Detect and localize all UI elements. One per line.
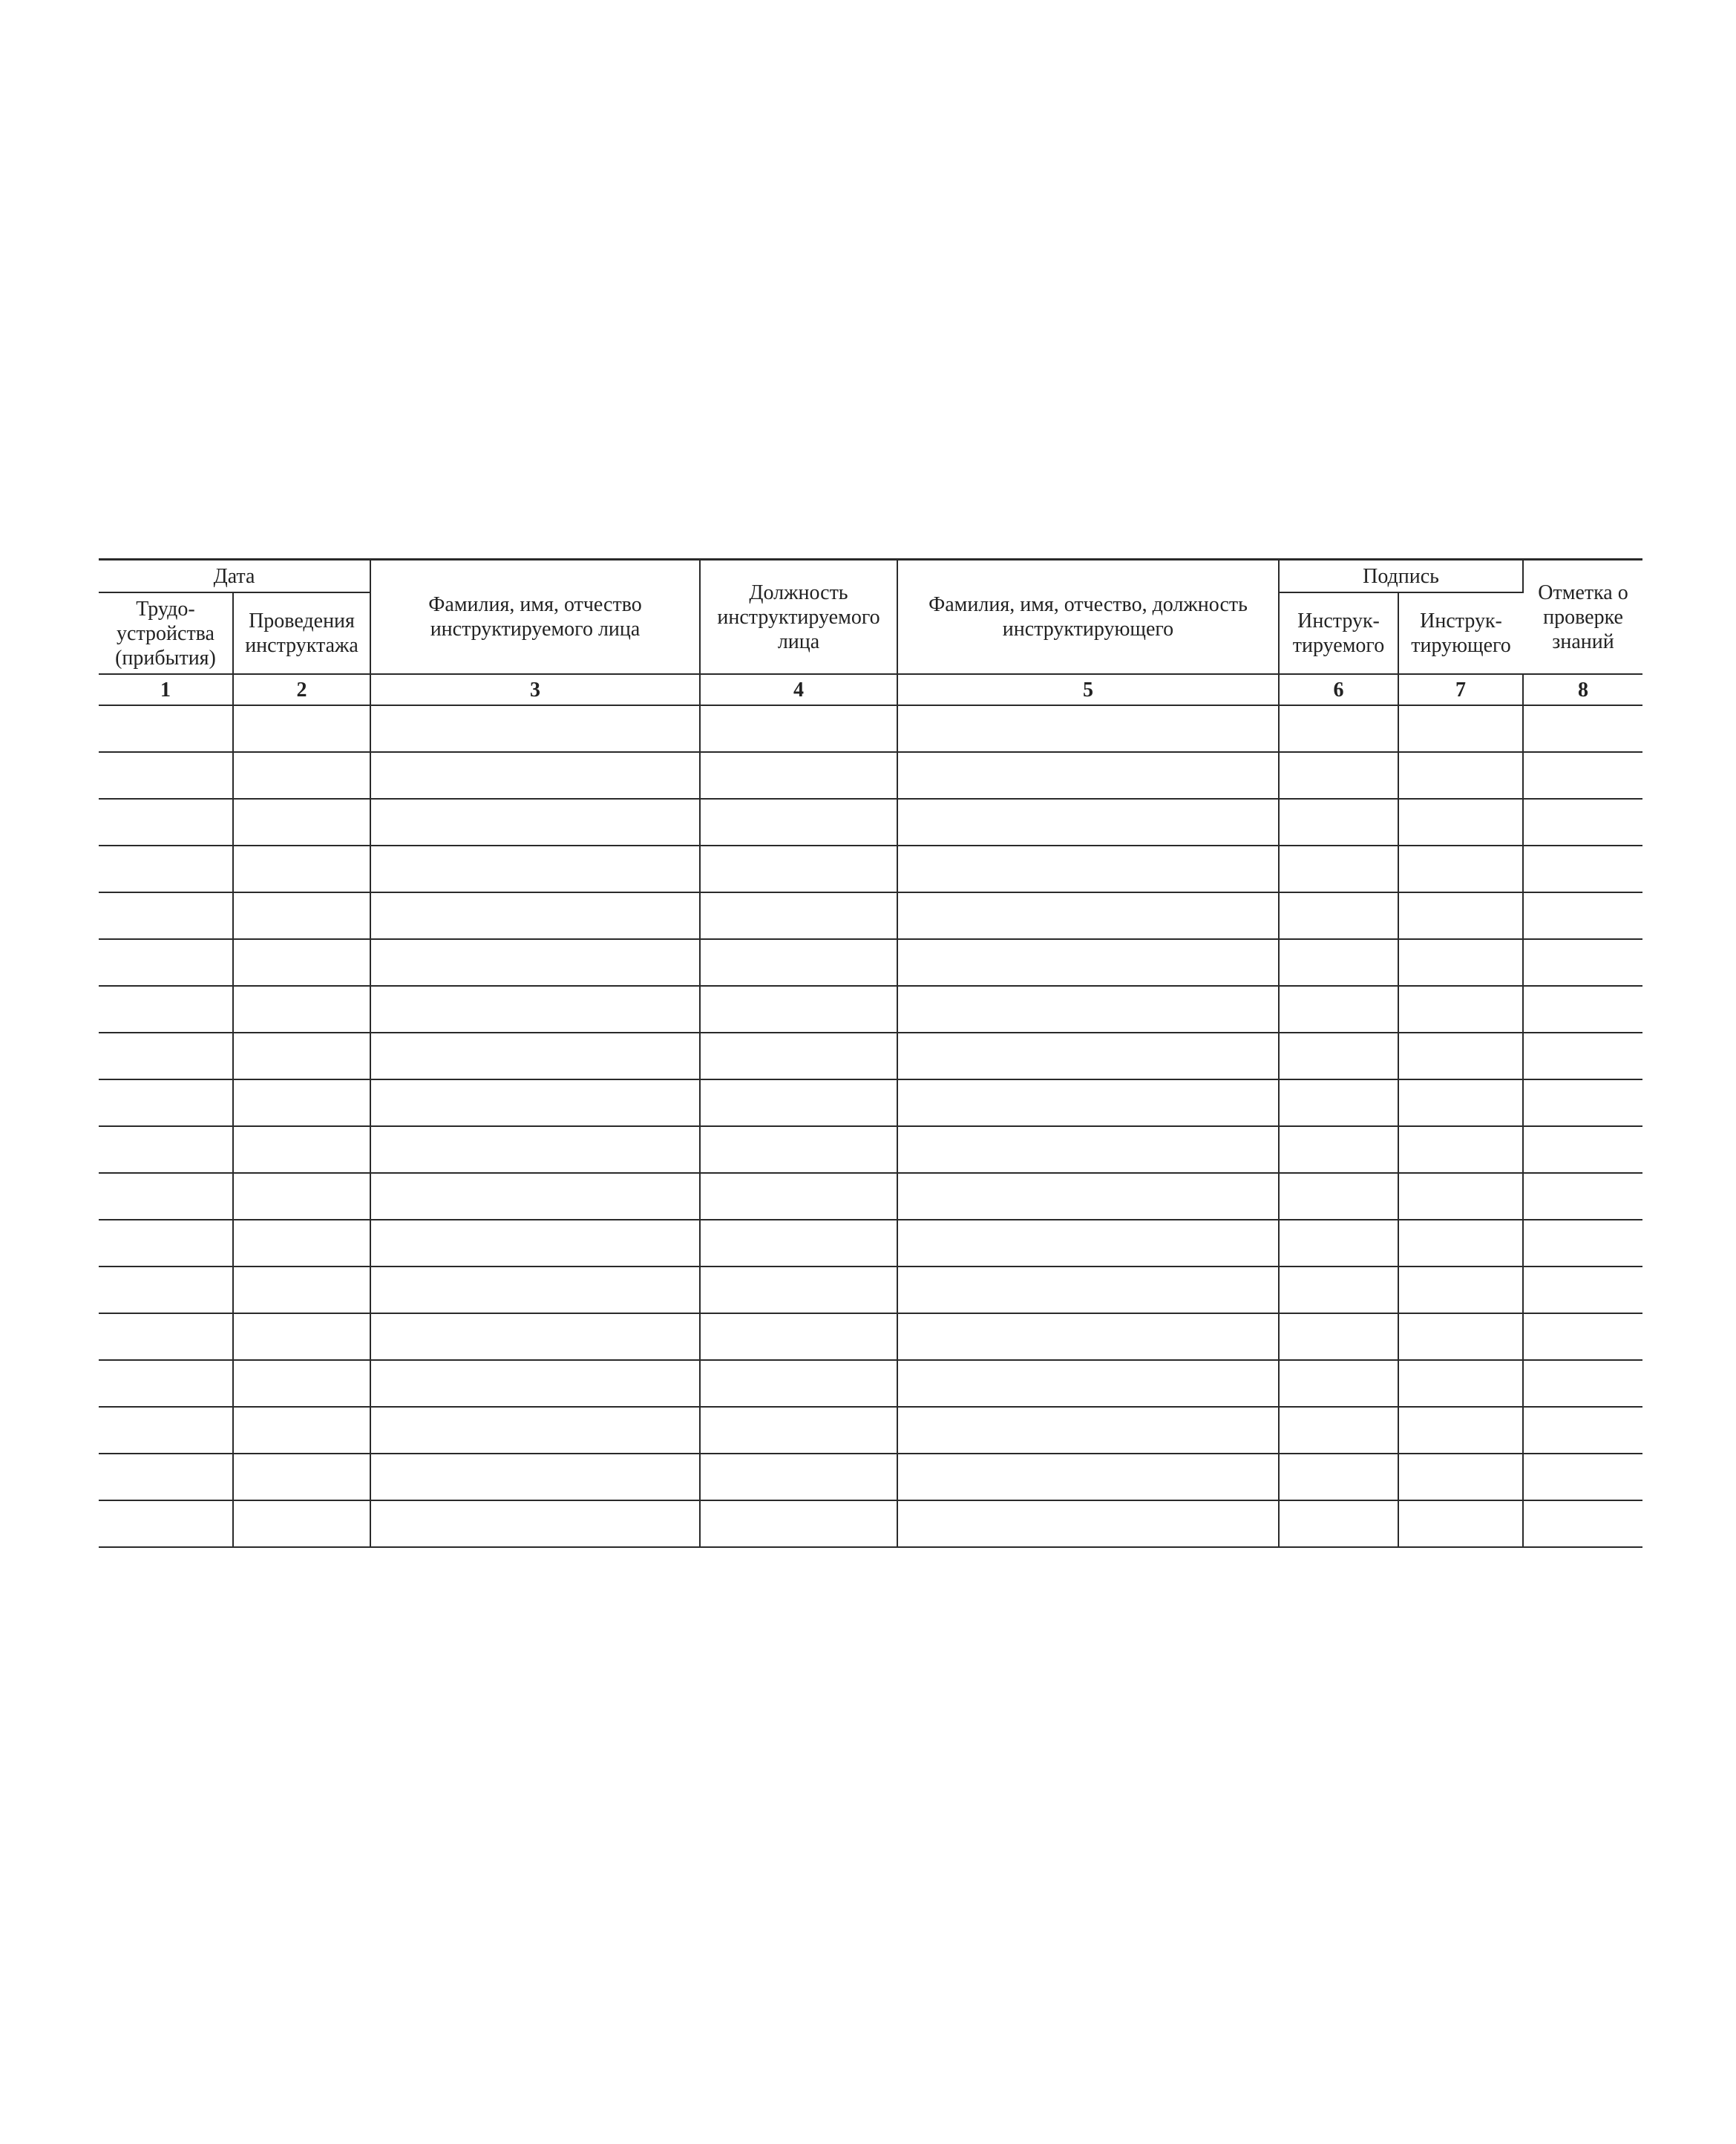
table-cell[interactable] [370,1407,700,1454]
table-cell[interactable] [700,1220,897,1267]
table-cell[interactable] [700,939,897,986]
table-cell[interactable] [1523,1267,1642,1313]
table-cell[interactable] [99,1454,233,1500]
table-cell[interactable] [233,752,370,799]
table-cell[interactable] [99,1033,233,1079]
table-row [99,846,1642,892]
table-cell[interactable] [99,1220,233,1267]
table-cell[interactable] [370,752,700,799]
table-cell[interactable] [370,1313,700,1360]
table-row [99,1079,1642,1126]
table-cell[interactable] [1523,846,1642,892]
table-cell[interactable] [1523,1173,1642,1220]
table-cell[interactable] [370,939,700,986]
table-cell[interactable] [1279,705,1398,752]
table-cell[interactable] [1523,799,1642,846]
table-cell[interactable] [233,799,370,846]
table-cell[interactable] [1523,1313,1642,1360]
table-row [99,1220,1642,1267]
table-cell[interactable] [1523,939,1642,986]
table-row [99,1454,1642,1500]
table-row [99,1126,1642,1173]
table-cell[interactable] [233,1454,370,1500]
table-cell[interactable] [897,705,1279,752]
table-cell[interactable] [1523,986,1642,1033]
table-cell[interactable] [99,1360,233,1407]
table-cell[interactable] [1523,1033,1642,1079]
table-cell[interactable] [1398,846,1523,892]
table-cell[interactable] [233,986,370,1033]
table-cell[interactable] [897,939,1279,986]
table-cell[interactable] [1398,1173,1523,1220]
table-row [99,1173,1642,1220]
table-cell[interactable] [99,986,233,1033]
table-row [99,1500,1642,1547]
instruction-journal-table [99,558,1642,1548]
table-cell[interactable] [1398,1313,1523,1360]
table-cell[interactable] [897,1500,1279,1547]
table-row [99,1033,1642,1079]
table-cell[interactable] [700,1313,897,1360]
table-cell[interactable] [897,1407,1279,1454]
table-cell[interactable] [370,1454,700,1500]
column-number: 4 [700,674,897,705]
table-cell[interactable] [99,705,233,752]
table-cell[interactable] [1279,752,1398,799]
column-number-row [99,674,1642,705]
table-cell[interactable] [1279,892,1398,939]
table-cell[interactable] [897,1173,1279,1220]
table-cell[interactable] [1398,1454,1523,1500]
knowledge-check-header: Отметка о проверке знаний [1523,560,1642,675]
table-cell[interactable] [700,752,897,799]
table-cell[interactable] [1398,705,1523,752]
table-cell[interactable] [1398,1500,1523,1547]
table-cell[interactable] [370,799,700,846]
table-cell[interactable] [233,1267,370,1313]
table-cell[interactable] [1279,799,1398,846]
column-number: 7 [1398,674,1523,705]
table-cell[interactable] [233,1173,370,1220]
table-row [99,1313,1642,1360]
table-row [99,1407,1642,1454]
table-cell[interactable] [897,1267,1279,1313]
table-cell[interactable] [897,1360,1279,1407]
table-cell[interactable] [99,1407,233,1454]
table-cell[interactable] [897,1454,1279,1500]
table-cell[interactable] [897,1033,1279,1079]
table-cell[interactable] [99,799,233,846]
table-cell[interactable] [700,705,897,752]
table-cell[interactable] [99,1079,233,1126]
table-cell[interactable] [1523,1126,1642,1173]
table-cell[interactable] [897,1126,1279,1173]
table-cell[interactable] [1523,705,1642,752]
instructor-signature-header: Инструк- тирующего [1398,592,1523,674]
instruction-date-header: Проведения инструктажа [233,592,370,674]
table-cell[interactable] [897,986,1279,1033]
table-cell[interactable] [700,1407,897,1454]
table-cell[interactable] [1279,846,1398,892]
table-cell[interactable] [233,1360,370,1407]
employment-date-header: Трудо- устройства (прибытия) [99,592,233,674]
table-row [99,752,1642,799]
table-cell[interactable] [99,846,233,892]
instructor-name-header: Фамилия, имя, отчество, должность инструктирующего [897,560,1279,675]
table-cell[interactable] [233,1313,370,1360]
table-cell[interactable] [700,1267,897,1313]
trainee-position-header: Должность инструктируемого лица [700,560,897,675]
column-number: 1 [99,674,233,705]
table-cell[interactable] [99,939,233,986]
table-cell[interactable] [370,705,700,752]
table-cell[interactable] [99,752,233,799]
table-cell[interactable] [233,939,370,986]
table-cell[interactable] [233,1220,370,1267]
table-cell[interactable] [700,1033,897,1079]
table-cell[interactable] [1523,1079,1642,1126]
table-cell[interactable] [700,799,897,846]
table-cell[interactable] [233,1500,370,1547]
table-cell[interactable] [370,1173,700,1220]
table-cell[interactable] [1279,1126,1398,1173]
signature-group-header: Подпись [1279,560,1523,593]
trainee-signature-header: Инструк- тируемого [1279,592,1398,674]
table-cell[interactable] [700,1126,897,1173]
table-cell[interactable] [1279,1454,1398,1500]
table-cell[interactable] [370,986,700,1033]
table-cell[interactable] [99,1173,233,1220]
table-cell[interactable] [897,752,1279,799]
table-cell[interactable] [1279,1173,1398,1220]
table-row [99,1360,1642,1407]
table-row [99,986,1642,1033]
table-cell[interactable] [99,892,233,939]
table-cell[interactable] [1523,1220,1642,1267]
table-cell[interactable] [1398,1220,1523,1267]
table-cell[interactable] [1398,1267,1523,1313]
table-cell[interactable] [1279,1220,1398,1267]
table-cell[interactable] [233,1079,370,1126]
column-number: 6 [1279,674,1398,705]
table-cell[interactable] [897,846,1279,892]
table-cell[interactable] [233,1407,370,1454]
column-number: 8 [1523,674,1642,705]
table-cell[interactable] [1279,1079,1398,1126]
table-row [99,705,1642,752]
table-cell[interactable] [1398,799,1523,846]
table-cell[interactable] [99,1500,233,1547]
table-cell[interactable] [370,1033,700,1079]
table-row [99,1267,1642,1313]
table-cell[interactable] [370,892,700,939]
table-cell[interactable] [1398,1033,1523,1079]
table-cell[interactable] [1523,1500,1642,1547]
table-cell[interactable] [1279,1313,1398,1360]
table-cell[interactable] [99,1126,233,1173]
table-row [99,892,1642,939]
table-cell[interactable] [700,986,897,1033]
table-cell[interactable] [700,1173,897,1220]
table-cell[interactable] [99,1313,233,1360]
table-cell[interactable] [370,1267,700,1313]
table-cell[interactable] [370,1079,700,1126]
trainee-name-header: Фамилия, имя, отчество инструктируемого лица [370,560,700,675]
table-cell[interactable] [1279,1267,1398,1313]
table-cell[interactable] [370,1220,700,1267]
table-cell[interactable] [1398,939,1523,986]
table-cell[interactable] [1523,1360,1642,1407]
table-row [99,939,1642,986]
table-cell[interactable] [233,1126,370,1173]
table-cell[interactable] [700,846,897,892]
table-cell[interactable] [1398,1126,1523,1173]
table-cell[interactable] [700,1500,897,1547]
table-cell[interactable] [1398,1079,1523,1126]
table-cell[interactable] [897,799,1279,846]
table-cell[interactable] [1523,1454,1642,1500]
table-cell[interactable] [1279,1360,1398,1407]
column-number: 5 [897,674,1279,705]
table-cell[interactable] [233,846,370,892]
table-cell[interactable] [700,1360,897,1407]
table-cell[interactable] [700,892,897,939]
table-cell[interactable] [233,1033,370,1079]
date-group-header: Дата [99,560,370,593]
table-cell[interactable] [1523,752,1642,799]
table-cell[interactable] [233,705,370,752]
table-cell[interactable] [700,1454,897,1500]
column-number: 2 [233,674,370,705]
table-cell[interactable] [897,1220,1279,1267]
table-cell[interactable] [99,1267,233,1313]
table-cell[interactable] [1398,892,1523,939]
table-cell[interactable] [897,892,1279,939]
table-cell[interactable] [1279,1500,1398,1547]
column-number: 3 [370,674,700,705]
table-cell[interactable] [1398,1407,1523,1454]
table-cell[interactable] [1523,1407,1642,1454]
table-cell[interactable] [1279,1407,1398,1454]
table-cell[interactable] [1279,1033,1398,1079]
table-cell[interactable] [1398,986,1523,1033]
table-cell[interactable] [370,846,700,892]
table-cell[interactable] [1279,986,1398,1033]
table-cell[interactable] [370,1126,700,1173]
table-cell[interactable] [897,1313,1279,1360]
table-cell[interactable] [1398,1360,1523,1407]
table-cell[interactable] [370,1500,700,1547]
table-row [99,799,1642,846]
table-cell[interactable] [1523,892,1642,939]
table-cell[interactable] [233,892,370,939]
table-cell[interactable] [897,1079,1279,1126]
table-cell[interactable] [1279,939,1398,986]
table-cell[interactable] [1398,752,1523,799]
table-cell[interactable] [370,1360,700,1407]
journal-entries [99,705,1642,1547]
table-cell[interactable] [700,1079,897,1126]
